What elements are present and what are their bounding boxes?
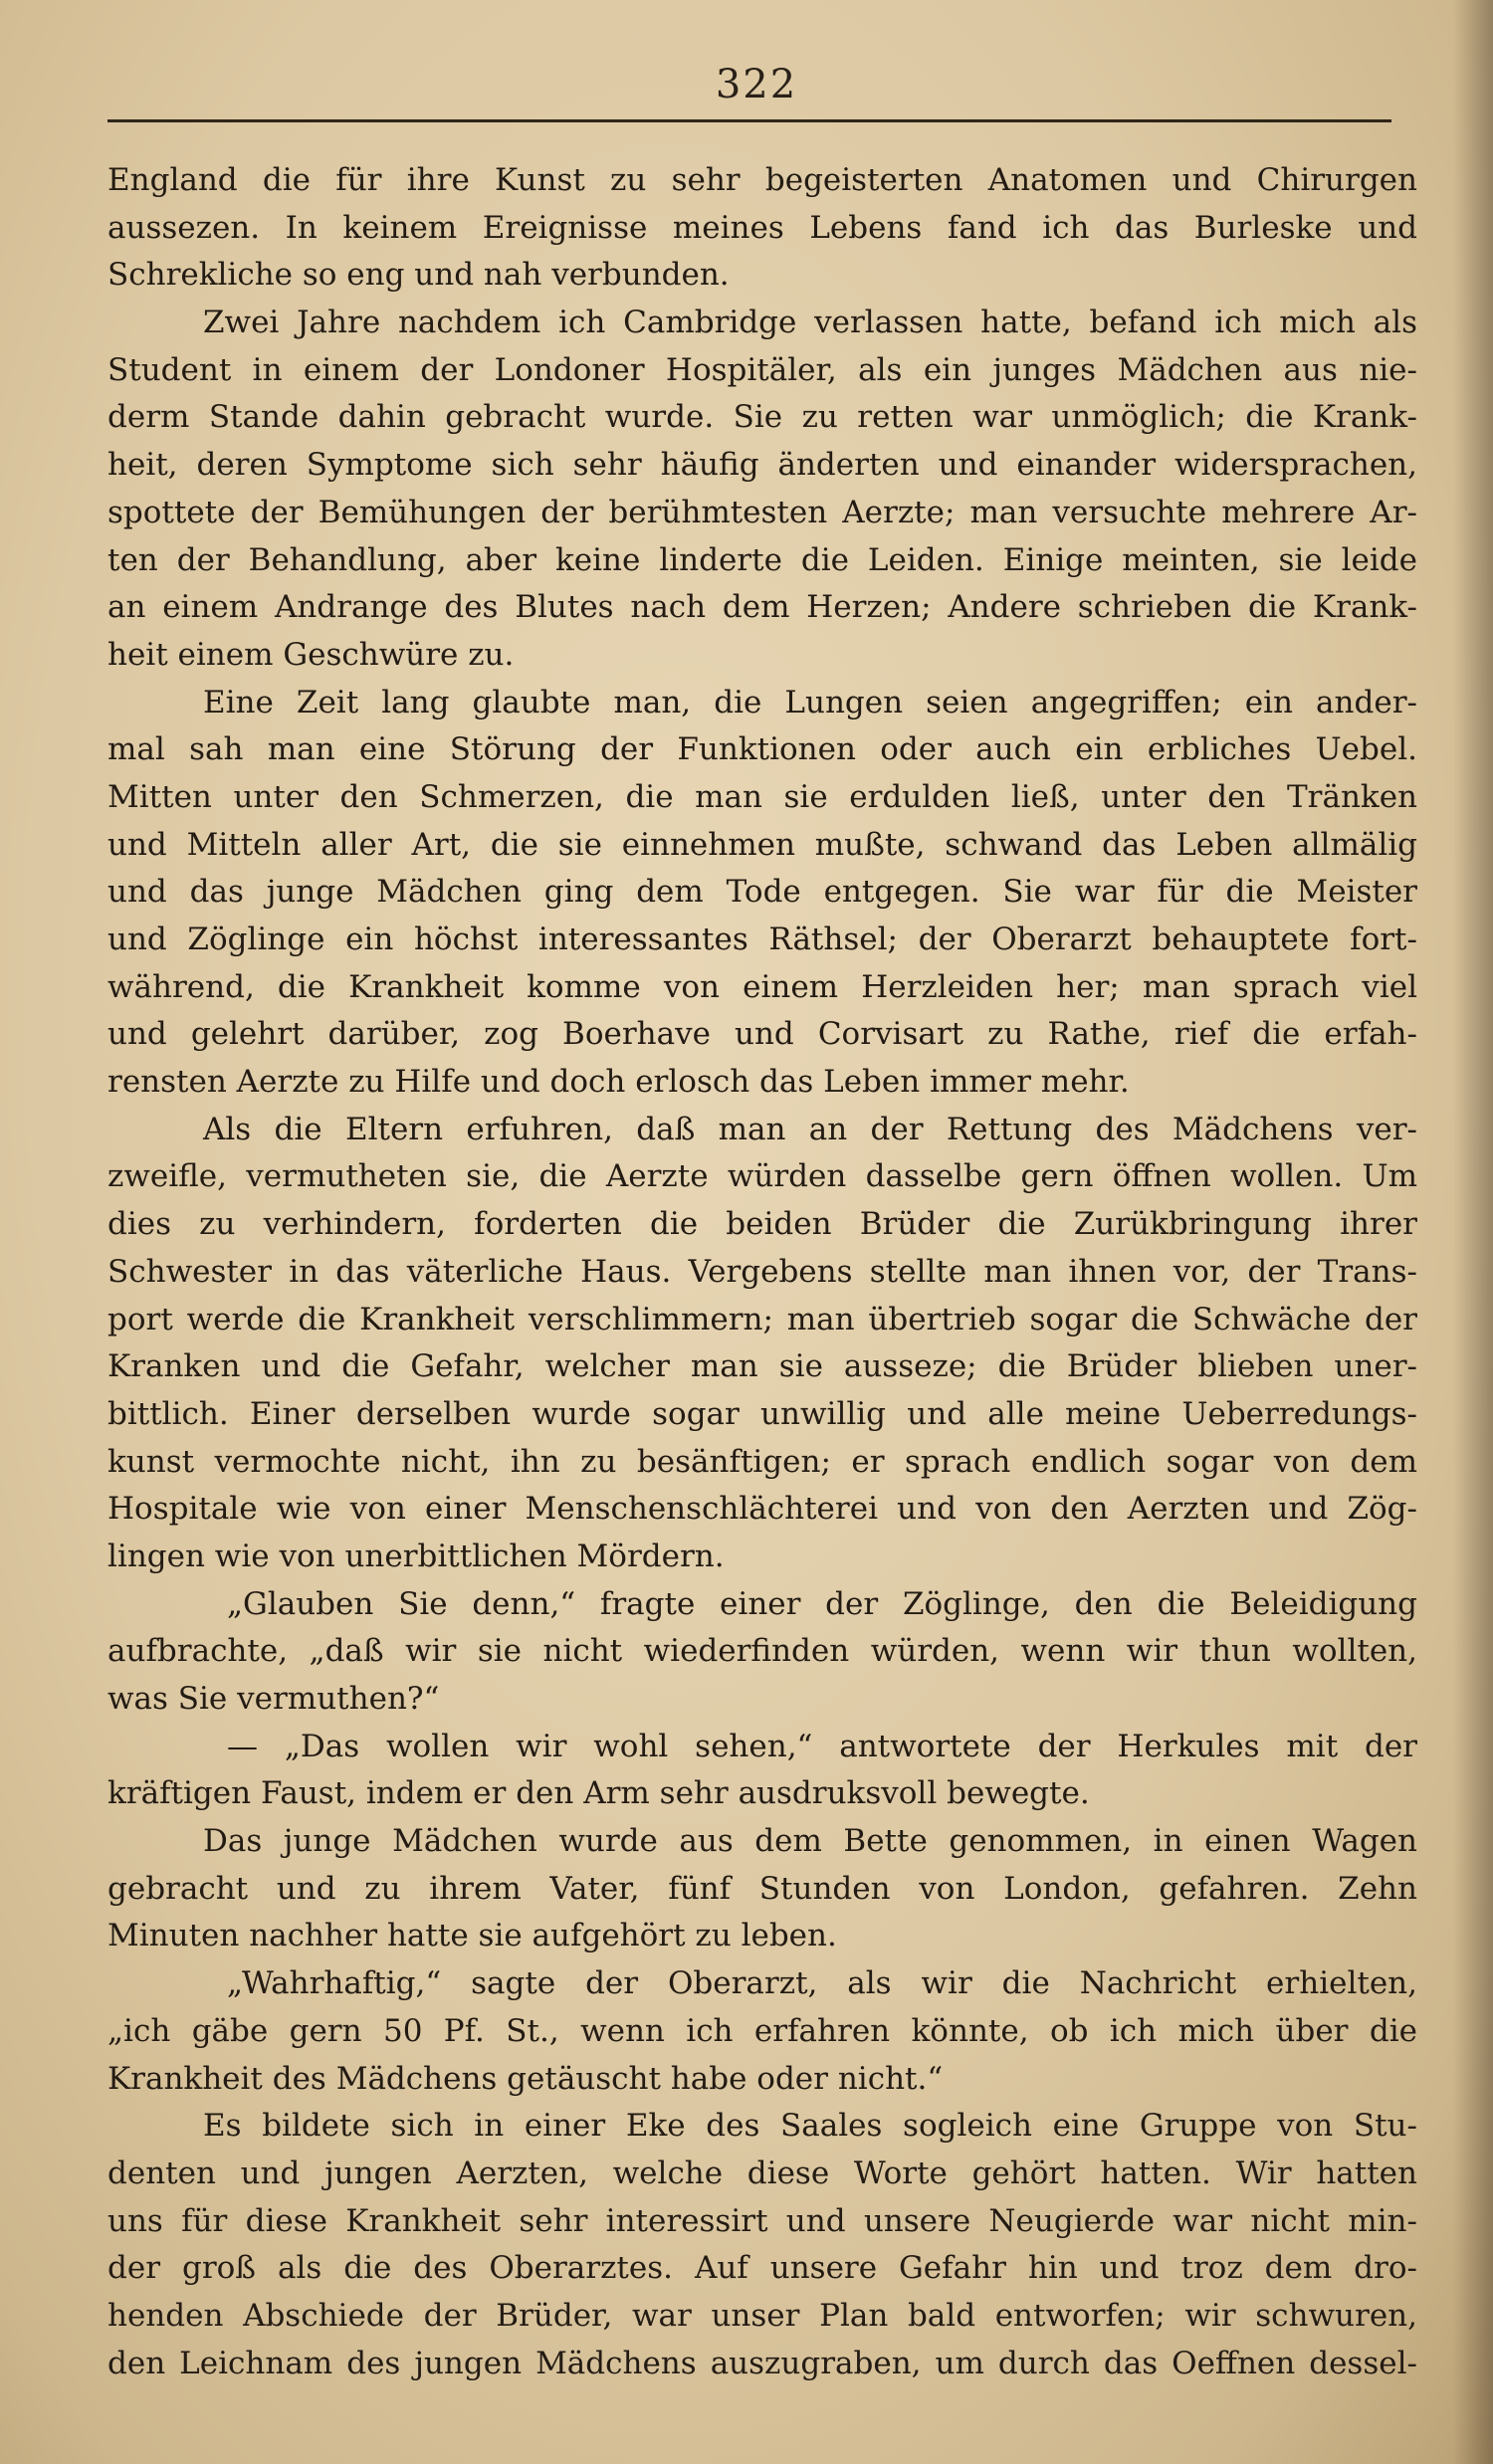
- text-line: kunst vermochte nicht, ihn zu besänftigen; er sprach endlich sogar von dem: [107, 1443, 1417, 1480]
- text-line: mal sah man eine Störung der Funktionen oder auch ein erbliches Uebel.: [107, 731, 1417, 768]
- text-line: rensten Aerzte zu Hilfe und doch erlosch das Leben immer mehr.: [107, 1064, 1130, 1101]
- text-line: ten der Behandlung, aber keine linderte die Leiden. Einige meinten, sie leide: [107, 541, 1417, 578]
- text-line: Es bildete sich in einer Eke des Saales sogleich eine Gruppe von Stu-: [203, 2108, 1417, 2145]
- text-line: Hospitale wie von einer Menschenschlächterei und von den Aerzten und Zög-: [107, 1491, 1417, 1528]
- text-line: was Sie vermuthen?“: [107, 1681, 440, 1717]
- text-line: aussezen. In keinem Ereignisse meines Lebens fand ich das Burleske und: [107, 209, 1417, 246]
- text-line: bittlich. Einer derselben wurde sogar unwillig und alle meine Ueberredungs-: [107, 1395, 1417, 1432]
- text-line: port werde die Krankheit verschlimmern; man übertrieb sogar die Schwäche der: [107, 1301, 1417, 1337]
- text-line: uns für diese Krankheit sehr interessirt und unsere Neugierde war nicht min-: [107, 2202, 1417, 2239]
- text-line: henden Abschiede der Brüder, war unser Plan bald entworfen; wir schwuren,: [107, 2297, 1417, 2334]
- text-line: Student in einem der Londoner Hospitäler, als ein junges Mädchen aus nie-: [107, 351, 1417, 388]
- page-gutter-shadow: [1453, 0, 1493, 2464]
- text-line: heit, deren Symptome sich sehr häufig änderten und einander widersprachen,: [107, 447, 1417, 484]
- text-line: spottete der Bemühungen der berühmtesten Aerzte; man versuchte mehrere Ar-: [107, 494, 1417, 530]
- text-line: „Wahrhaftig,“ sagte der Oberarzt, als wir die Nachricht erhielten,: [227, 1965, 1417, 2002]
- text-line: — „Das wollen wir wohl sehen,“ antwortete der Herkules mit der: [227, 1728, 1417, 1764]
- text-line: denten und jungen Aerzten, welche diese Worte gehört hatten. Wir hatten: [107, 2155, 1417, 2191]
- text-line: „ich gäbe gern 50 Pf. St., wenn ich erfahren könnte, ob ich mich über die: [107, 2012, 1417, 2049]
- text-line: Kranken und die Gefahr, welcher man sie aussezе; die Brüder blieben uner-: [107, 1348, 1417, 1385]
- text-line: Minuten nachher hatte sie aufgehört zu leben.: [107, 1918, 837, 1954]
- text-line: und Zöglinge ein höchst interessantes Räthsel; der Oberarzt behauptete fort-: [107, 922, 1417, 957]
- text-line: Eine Zeit lang glaubte man, die Lungen seien angegriffen; ein ander-: [203, 684, 1417, 720]
- text-line: Schwester in das väterliche Haus. Vergebens stellte man ihnen vor, der Trans-: [107, 1253, 1417, 1290]
- text-line: heit einem Geschwüre zu.: [107, 636, 515, 673]
- text-line: England die für ihre Kunst zu sehr begeisterten Anatomen und Chirurgen: [107, 162, 1417, 198]
- text-line: während, die Krankheit komme von einem Herzleiden her; man sprach viel: [107, 968, 1417, 1005]
- text-line: den Leichnam des jungen Mädchens auszugraben, um durch das Oeffnen dessel-: [107, 2345, 1417, 2381]
- text-line: Das junge Mädchen wurde aus dem Bette genommen, in einen Wagen: [203, 1823, 1417, 1860]
- text-line: an einem Andrange des Blutes nach dem Herzen; Andere schrieben die Krank-: [107, 589, 1417, 626]
- text-line: derm Stande dahin gebracht wurde. Sie zu retten war unmöglich; die Krank-: [107, 399, 1417, 436]
- text-line: Als die Eltern erfuhren, daß man an der Rettung des Mädchens ver-: [203, 1111, 1417, 1147]
- text-line: gebracht und zu ihrem Vater, fünf Stunden von London, gefahren. Zehn: [107, 1870, 1417, 1907]
- text-line: Schrekliche so eng und nah verbunden.: [107, 257, 730, 294]
- text-line: der groß als die des Oberarztes. Auf unsere Gefahr hin und troz dem dro-: [107, 2250, 1417, 2287]
- text-line: und Mitteln aller Art, die sie einnehmen mußte, schwand das Leben allmälig: [107, 826, 1417, 863]
- text-line: „Glauben Sie denn,“ fragte einer der Zöglinge, den die Beleidigung: [227, 1585, 1417, 1622]
- text-line: Mitten unter den Schmerzen, die man sie erdulden ließ, unter den Tränken: [107, 778, 1417, 815]
- text-line: lingen wie von unerbittlichen Mördern.: [107, 1538, 725, 1574]
- text-line: dies zu verhindern, forderten die beiden Brüder die Zurükbringung ihrer: [107, 1206, 1417, 1243]
- text-line: aufbrachte, „daß wir sie nicht wiederfinden würden, wenn wir thun wollten,: [107, 1633, 1417, 1670]
- body-text: [107, 157, 1417, 2387]
- header-rule: [107, 119, 1391, 122]
- text-line: und das junge Mädchen ging dem Tode entgegen. Sie war für die Meister: [107, 874, 1417, 911]
- text-line: Zwei Jahre nachdem ich Cambridge verlassen hatte, befand ich mich als: [203, 305, 1417, 341]
- text-line: kräftigen Faust, indem er den Arm sehr ausdruksvoll bewegte.: [107, 1775, 1090, 1812]
- text-line: zweifle, vermutheten sie, die Aerzte würden dasselbe gern öffnen wollen. Um: [107, 1158, 1417, 1195]
- text-line: und gelehrt darüber, zog Boerhave und Corvisart zu Rathe, rief die erfah-: [107, 1016, 1417, 1053]
- page-number: 322: [715, 62, 798, 107]
- text-line: Krankheit des Mädchens getäuscht habe oder nicht.“: [107, 2060, 944, 2097]
